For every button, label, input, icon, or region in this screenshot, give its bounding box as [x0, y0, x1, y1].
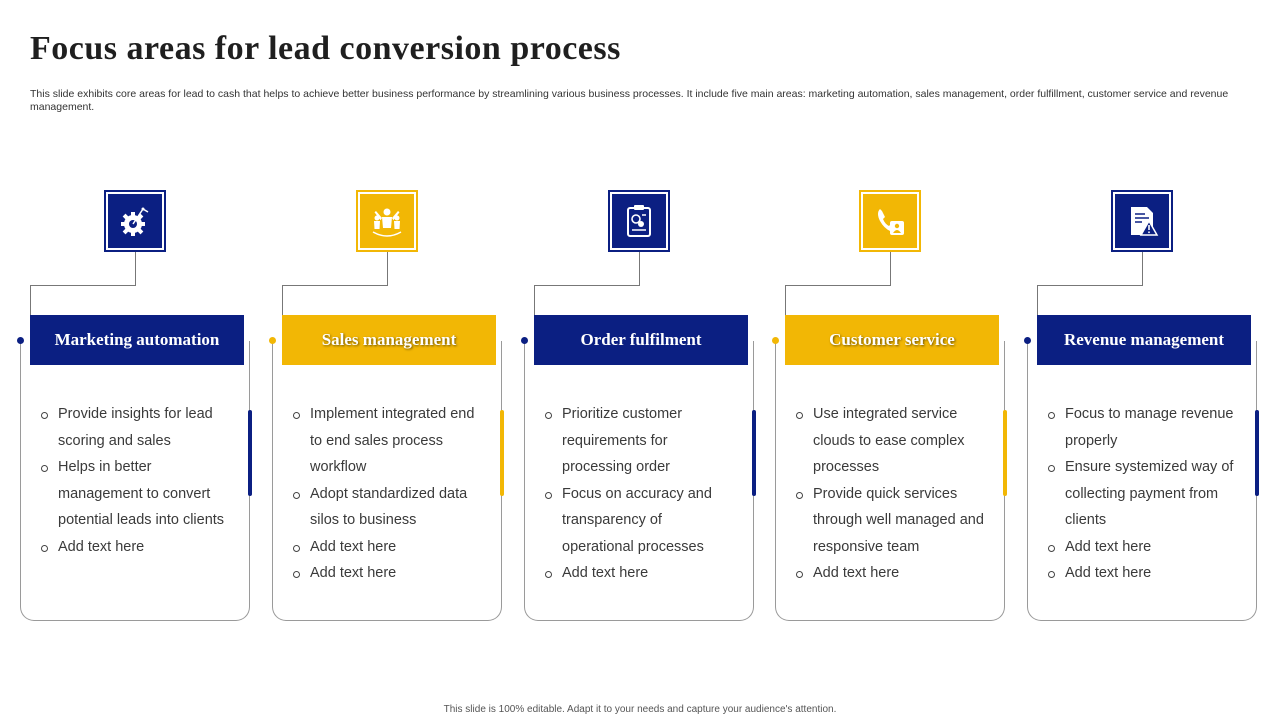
connector-line [30, 285, 31, 315]
bullet-list [1047, 401, 1239, 587]
focus-card-revenue-management [1027, 0, 1267, 720]
card-heading: Revenue management [1037, 315, 1251, 365]
list-item: Add text here [795, 560, 987, 587]
card-heading: Order fulfilment [534, 315, 748, 365]
connector-line [1037, 285, 1038, 315]
accent-bar [1003, 410, 1007, 496]
focus-card-marketing-automation [20, 0, 260, 720]
marker-dot [772, 337, 779, 344]
connector-line [282, 285, 283, 315]
phone-support-icon [861, 192, 919, 250]
clipboard-order-icon [610, 192, 668, 250]
focus-card-order-fulfilment [524, 0, 764, 720]
footer-note: This slide is 100% editable. Adapt it to your needs and capture your audience's attention. [443, 704, 837, 715]
connector-line [534, 285, 535, 315]
gear-automation-icon [106, 192, 164, 250]
list-item: Add text here [292, 560, 484, 587]
connector-line [30, 285, 136, 286]
accent-bar [248, 410, 252, 496]
list-item: Add text here [1047, 534, 1239, 561]
focus-card-customer-service [775, 0, 1015, 720]
accent-bar [500, 410, 504, 496]
connector-line [135, 252, 136, 286]
marker-dot [269, 337, 276, 344]
list-item: Provide quick services through well managed and responsive team [795, 481, 987, 561]
connector-line [890, 252, 891, 286]
focus-card-sales-management [272, 0, 512, 720]
bullet-list [544, 401, 736, 587]
connector-line [639, 252, 640, 286]
list-item: Add text here [292, 534, 484, 561]
list-item: Adopt standardized data silos to business [292, 481, 484, 534]
page-title: Focus areas for lead conversion process [30, 30, 621, 67]
card-heading: Customer service [785, 315, 999, 365]
list-item: Add text here [40, 534, 232, 561]
connector-line [1142, 252, 1143, 286]
list-item: Provide insights for lead scoring and sales [40, 401, 232, 454]
connector-line [387, 252, 388, 286]
page-subtitle: This slide exhibits core areas for lead to cash that helps to achieve better business performance by streamlining various business processes. It include five main areas: marketing automation, sales management, order fulfillment, customer service and revenue management. [30, 88, 1229, 113]
team-celebration-icon [358, 192, 416, 250]
list-item: Add text here [1047, 560, 1239, 587]
list-item: Focus to manage revenue properly [1047, 401, 1239, 454]
document-warning-icon [1113, 192, 1171, 250]
connector-line [1037, 285, 1143, 286]
bullet-list [795, 401, 987, 587]
bullet-list [40, 401, 232, 560]
list-item: Focus on accuracy and transparency of operational processes [544, 481, 736, 561]
connector-line [282, 285, 388, 286]
list-item: Prioritize customer requirements for processing order [544, 401, 736, 481]
marker-dot [17, 337, 24, 344]
marker-dot [521, 337, 528, 344]
list-item: Add text here [544, 560, 736, 587]
accent-bar [752, 410, 756, 496]
marker-dot [1024, 337, 1031, 344]
card-heading: Marketing automation [30, 315, 244, 365]
list-item: Ensure systemized way of collecting payment from clients [1047, 454, 1239, 534]
accent-bar [1255, 410, 1259, 496]
connector-line [785, 285, 786, 315]
list-item: Use integrated service clouds to ease complex processes [795, 401, 987, 481]
connector-line [534, 285, 640, 286]
list-item: Implement integrated end to end sales process workflow [292, 401, 484, 481]
list-item: Helps in better management to convert potential leads into clients [40, 454, 232, 534]
connector-line [785, 285, 891, 286]
card-heading: Sales management [282, 315, 496, 365]
bullet-list [292, 401, 484, 587]
